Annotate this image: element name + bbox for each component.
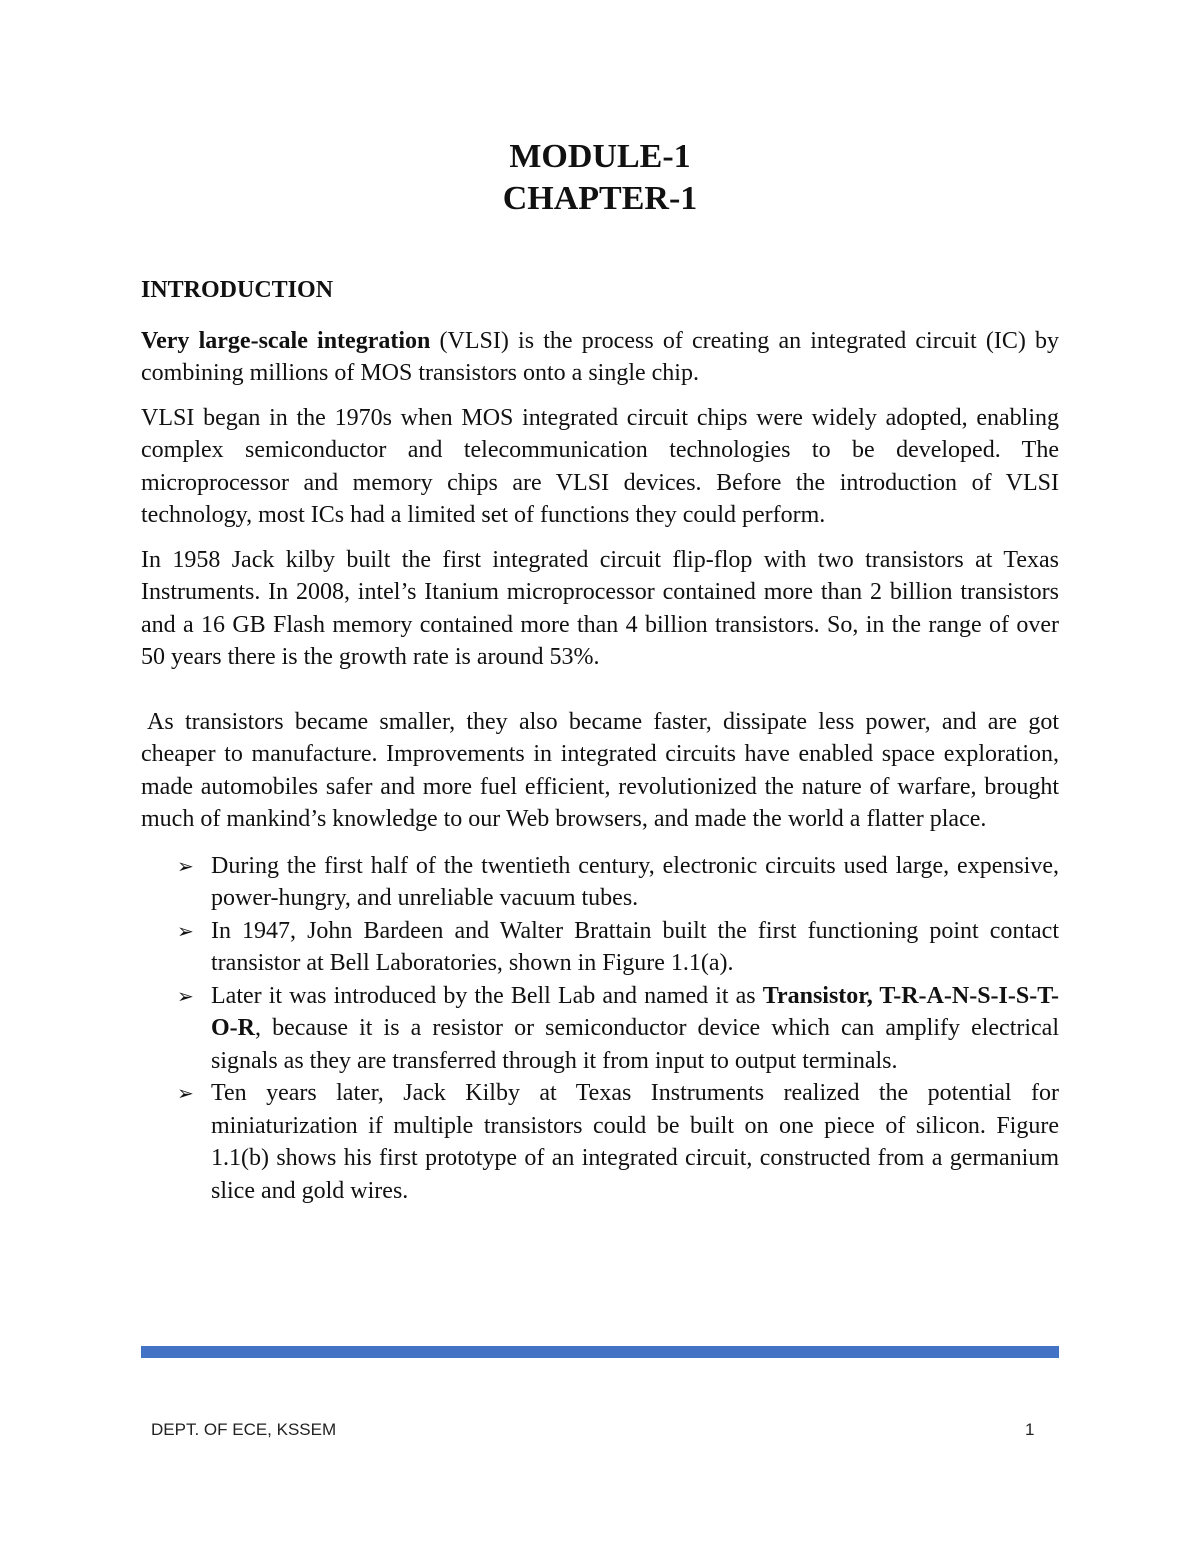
list-item: [141, 980, 1059, 1078]
module-title: MODULE-1: [509, 138, 691, 175]
section-heading: INTRODUCTION: [141, 277, 334, 303]
document-body: [141, 274, 1059, 1207]
bullet-text: In 1947, John Bardeen and Walter Brattain built the first functioning point contact transistor at Bell Laboratories, shown in Figure 1.1(a).: [211, 917, 1059, 976]
paragraph-growth: In 1958 Jack kilby built the first integrated circuit flip-flop with two transistors at Texas Instruments. In 2008, intel’s Itanium microprocessor contained more than 2 billion transistors and a 16 GB Flash memory contained more than 4 billion transistors. So, in the range of over 50 years there is the growth rate is around 53%.: [141, 546, 1059, 670]
bullet-text: Ten years later, Jack Kilby at Texas Instruments realized the potential for miniaturization if multiple transistors could be built on one piece of silicon. Figure 1.1(b) shows his first prototype of an integrated circuit, constructed from a germanium slice and gold wires.: [211, 1080, 1059, 1204]
page-title-block: [0, 136, 1200, 220]
vlsi-term: Very large-scale integration: [141, 327, 431, 354]
bullet-text: During the first half of the twentieth century, electronic circuits used large, expensive, power-hungry, and unreliable vacuum tubes.: [211, 852, 1059, 911]
bullet-text-post: , because it is a resistor or semiconductor device which can amplify electrical signals as they are transferred through it from input to output terminals.: [211, 1015, 1059, 1074]
list-item: [141, 915, 1059, 980]
list-item: [141, 1077, 1059, 1207]
bullet-list: [141, 850, 1059, 1208]
chapter-title: CHAPTER-1: [502, 180, 698, 217]
page-number: 1: [1025, 1420, 1035, 1439]
transistor-term: Transistor, T-R-A-N-S-I-S-T-O-R: [211, 982, 1059, 1041]
list-item: [141, 850, 1059, 915]
arrow-bullet-icon: ➢: [177, 918, 194, 943]
arrow-bullet-icon: ➢: [177, 1081, 194, 1105]
arrow-bullet-icon: ➢: [177, 983, 194, 1008]
paragraph-vlsi-definition: [141, 325, 1059, 390]
paragraph-transistor-benefits: As transistors became smaller, they also became faster, dissipate less power, and are got cheaper to manufacture. Improvements in integrated circuits have enabled space exploration, made automobiles safer and more fuel efficient, revolutionized the nature of warfare, brought much of mankind’s knowledge to our Web browsers, and made the world a flatter place.: [141, 708, 1059, 832]
arrow-bullet-icon: ➢: [177, 853, 194, 878]
vlsi-definition-text: (VLSI) is the process of creating an integrated circuit (IC) by combining millions of MOS transistors onto a single chip.: [141, 327, 1060, 386]
paragraph-vlsi-history: VLSI began in the 1970s when MOS integrated circuit chips were widely adopted, enabling complex semiconductor and telecommunication technologies to be developed. The microprocessor and memory chips are VLSI devices. Before the introduction of VLSI technology, most ICs had a limited set of functions they could perform.: [141, 404, 1059, 528]
footer-divider: [141, 1346, 1059, 1358]
footer-department: DEPT. OF ECE, KSSEM: [151, 1420, 337, 1439]
bullet-text-pre: Later it was introduced by the Bell Lab and named it as: [211, 982, 763, 1009]
